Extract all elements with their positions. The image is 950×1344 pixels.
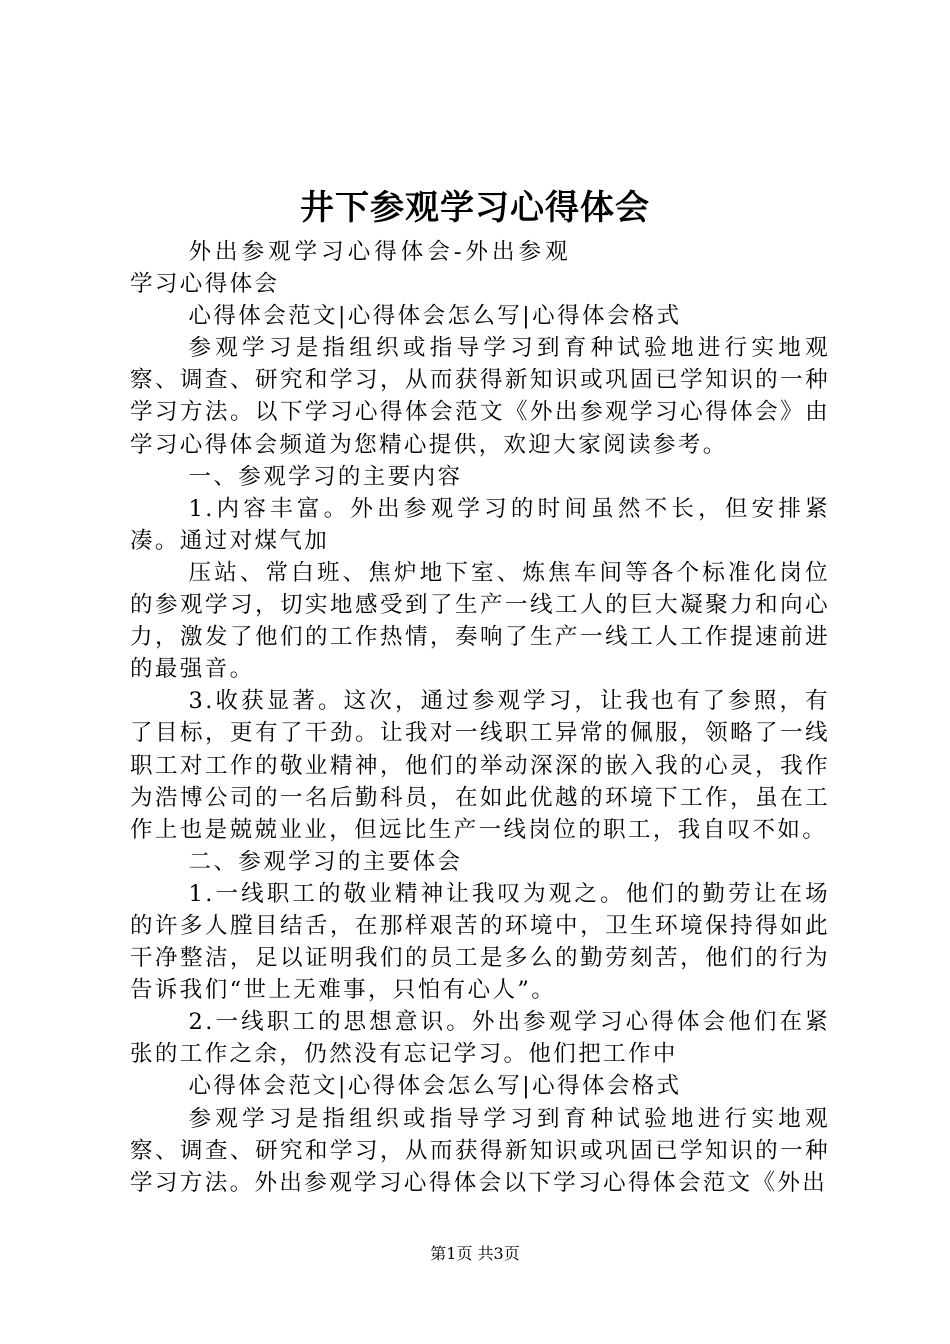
section-heading-1: 一、参观学习的主要内容	[188, 463, 463, 490]
paragraph-5: 压站、常白班、焦炉地下室、炼焦车间等各个标准化岗位的参观学习，切实地感受到了生产一线工人的巨大凝聚力和向心力，激发了他们的工作热情，奏响了生产一线工人工作提速前进的最强音。	[130, 559, 830, 683]
paragraph-1: 外出参观学习心得体会-外出参观学习心得体会	[130, 239, 570, 298]
paragraph-2: 心得体会范文|心得体会怎么写|心得体会格式	[188, 303, 682, 330]
paragraph-3: 参观学习是指组织或指导学习到育种试验地进行实地观察、调查、研究和学习，从而获得新知识或巩固已学知识的一种学习方法。以下学习心得体会范文《外出参观学习心得体会》由学习心得体会频道为您精心提供，欢迎大家阅读参考。	[130, 335, 830, 458]
document-title: 井下参观学习心得体会	[300, 188, 650, 228]
section-heading-2: 二、参观学习的主要体会	[188, 848, 463, 875]
paragraph-9: 心得体会范文|心得体会怎么写|心得体会格式	[188, 1073, 682, 1100]
paragraph-6: 3.收获显著。这次，通过参观学习，让我也有了参照，有了目标，更有了干劲。让我对一线职工异常的佩服，领略了一线职工对工作的敬业精神，他们的举动深深的嵌入我的心灵，我作为浩博公司的一名后勤科员，在如此优越的环境下工作，虽在工作上也是兢兢业业，但远比生产一线岗位的职工，我自叹不如。	[130, 688, 830, 843]
paragraph-7: 1.一线职工的敬业精神让我叹为观之。他们的勤劳让在场的许多人膛目结舌，在那样艰苦的环境中，卫生环境保持得如此干净整洁，足以证明我们的员工是多么的勤劳刻苦，他们的行为告诉我们“世上无难事，只怕有心人”。	[130, 880, 830, 1004]
paragraph-4: 1.内容丰富。外出参观学习的时间虽然不长，但安排紧凑。通过对煤气加	[130, 495, 830, 554]
paragraph-10: 参观学习是指组织或指导学习到育种试验地进行实地观察、调查、研究和学习，从而获得新知识或巩固已学知识的一种学习方法。外出参观学习心得体会以下学习心得体会范文《外出	[130, 1105, 830, 1196]
page-footer: 第1页 共3页	[430, 1244, 520, 1263]
paragraph-8: 2.一线职工的思想意识。外出参观学习心得体会他们在紧张的工作之余，仍然没有忘记学习。他们把工作中	[130, 1009, 830, 1068]
document-body	[130, 236, 830, 1199]
